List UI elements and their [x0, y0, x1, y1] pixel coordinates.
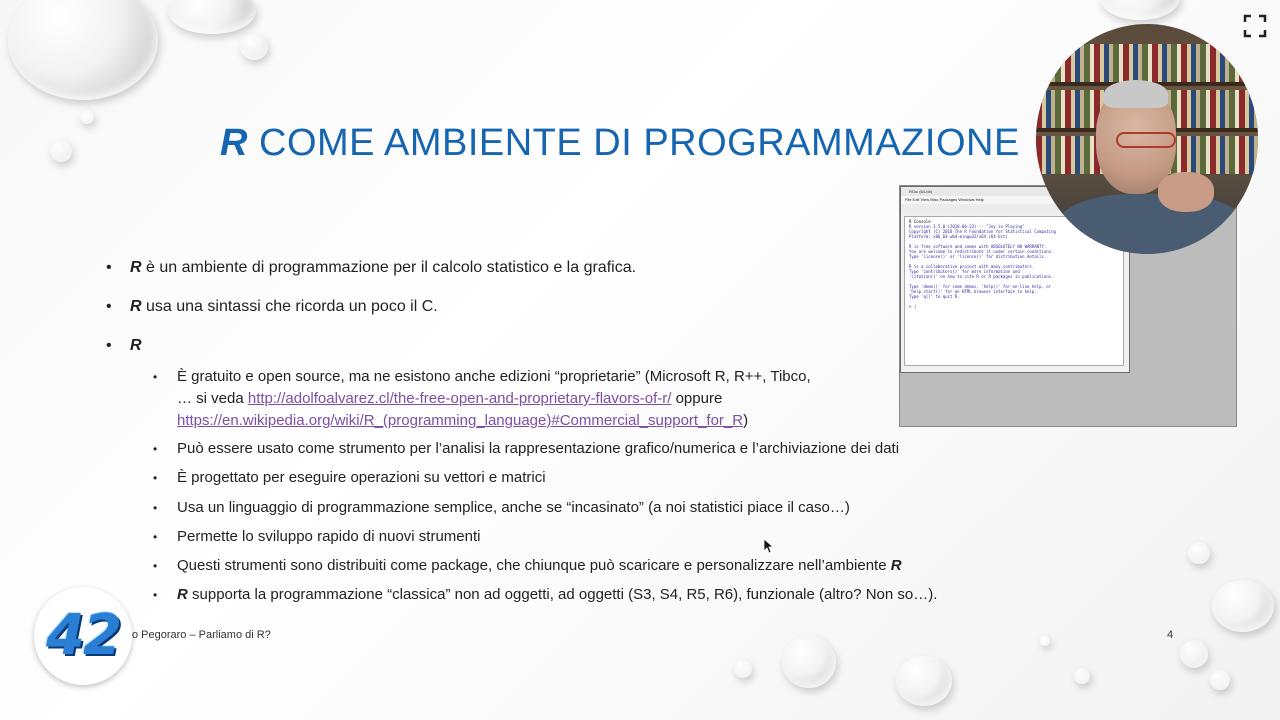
water-drop: [8, 0, 158, 100]
water-drop: [782, 636, 836, 688]
r-console-line: R is free software and comes with ABSOLUTELY NO WARRANTY.: [909, 244, 1047, 249]
bookshelf: [1036, 44, 1258, 82]
bullet-r: R: [177, 586, 188, 603]
water-drop: [1212, 580, 1274, 632]
r-console-line: You are welcome to redistribute it under certain conditions.: [909, 249, 1054, 254]
sub-bullet-dot: •: [153, 559, 158, 573]
bullet-dot: •: [106, 337, 112, 354]
sub-bullet-text: Può essere usato come strumento per l’analisi la rappresentazione grafico/numerica e l’archiviazione dei dati: [177, 440, 900, 457]
presenter-shirt: [1056, 194, 1246, 254]
sub-bullet-text: … si veda: [177, 390, 248, 407]
bullet-2: [106, 296, 438, 318]
sub-bullet-text: Permette lo sviluppo rapido di nuovi strumenti: [177, 528, 481, 545]
water-drop: [1188, 542, 1210, 564]
bullet-1: [106, 257, 637, 279]
r-console-line: R is a collaborative project with many contributors.: [909, 264, 1035, 269]
page-number: 4: [1167, 629, 1174, 641]
bullet-3: [106, 335, 142, 357]
sub-bullet-dot: •: [153, 588, 158, 602]
sub-bullet-text: ): [743, 412, 749, 429]
sub-bullet-text: Questi strumenti sono distribuiti come package, che chiunque può scaricare e personalizzare nell’ambiente: [177, 557, 891, 574]
water-drop: [50, 140, 72, 162]
logo-text: 42: [46, 603, 120, 668]
sub-bullet-3: [153, 467, 546, 489]
title-r: R: [220, 122, 248, 164]
r-console-line: Platform: x86_64-w64-mingw32/x64 (64-bit): [909, 234, 1008, 239]
water-drop: [1180, 640, 1208, 668]
sub-bullet-2: [153, 438, 900, 460]
channel-logo: [34, 587, 132, 685]
sub-bullet-text: È progettato per eseguire operazioni su vettori e matrici: [177, 469, 546, 486]
sub-bullet-text: oppure: [671, 390, 723, 407]
sub-bullet-dot: •: [153, 370, 158, 384]
r-console-line: 'citation()' on how to cite R or R packages in publications.: [909, 274, 1054, 279]
sub-bullet-dot: •: [153, 530, 158, 544]
water-drop: [1040, 636, 1050, 646]
fullscreen-icon[interactable]: [1243, 14, 1267, 38]
water-drop: [734, 660, 752, 678]
r-gui-menu: File Edit View Misc Packages Windows Help: [901, 196, 1129, 204]
slide-footer: o Pegoraro – Parliamo di R?: [132, 629, 271, 641]
sub-bullet-6: [153, 555, 902, 577]
water-drop: [1210, 670, 1230, 690]
water-drop: [80, 110, 94, 124]
sub-bullet-4: [153, 497, 850, 519]
water-drop: [240, 34, 268, 60]
link-wikipedia[interactable]: https://en.wikipedia.org/wiki/R_(programming_language)#Commercial_support_for_R: [177, 412, 744, 429]
presenter-hand: [1158, 172, 1214, 212]
mouse-cursor-icon: [763, 538, 775, 554]
bullet-r: R: [130, 337, 142, 354]
r-console-line: Copyright (C) 2018 The R Foundation for Statistical Computing: [909, 229, 1056, 234]
bullet-dot: •: [106, 259, 112, 276]
sub-bullet-dot: •: [153, 442, 158, 456]
bullet-dot: •: [106, 298, 112, 315]
r-console-title: R Console: [909, 219, 931, 224]
r-console-line: > |: [909, 304, 917, 309]
r-gui-title: RGui (64-bit): [901, 187, 1129, 196]
link-adolfoalvarez[interactable]: http://adolfoalvarez.cl/the-free-open-and-proprietary-flavors-of-r/: [247, 390, 672, 407]
bullet-text: usa una sintassi che ricorda un poco il C.: [141, 298, 438, 315]
r-console-line: Type 'license()' or 'licence()' for distribution details.: [909, 254, 1047, 259]
sub-bullet-dot: •: [153, 471, 158, 485]
slide-title: [220, 122, 1020, 165]
r-console-line: R version 3.5.0 (2018-04-23) -- "Joy in Playing": [909, 224, 1025, 229]
bullet-r: R: [130, 259, 142, 276]
sub-bullet-text: È gratuito e open source, ma ne esistono anche edizioni “proprietarie” (Microsoft R, R++, Tibco,: [177, 368, 811, 385]
water-drop: [896, 656, 952, 706]
presenter-hair: [1104, 80, 1168, 108]
r-console-line: Type 'contributors()' for more information and: [909, 269, 1020, 274]
presenter-glasses: [1116, 132, 1176, 148]
water-drop: [168, 0, 256, 34]
water-drop: [1100, 0, 1180, 20]
sub-bullet-text: Usa un linguaggio di programmazione semplice, anche se “incasinato” (a noi statistici piace il caso…): [177, 499, 850, 516]
r-console-line: Type 'demo()' for some demos, 'help()' for on-line help, or: [909, 284, 1052, 289]
r-console-line: Type 'q()' to quit R.: [909, 294, 960, 299]
title-text: COME AMBIENTE DI PROGRAMMAZIONE: [247, 122, 1020, 164]
bullet-r: R: [130, 298, 142, 315]
bullet-r: R: [890, 557, 902, 574]
r-console-line: 'help.start()' for an HTML browser interface to help.: [909, 289, 1037, 294]
sub-bullet-7: [153, 584, 938, 606]
bullet-text: è un ambiente di programmazione per il calcolo statistico e la grafica.: [141, 259, 637, 276]
sub-bullet-text: supporta la programmazione “classica” non ad oggetti, ad oggetti (S3, S4, R5, R6), funzionale (altro? Non so…).: [187, 586, 938, 603]
webcam-overlay: [1036, 24, 1258, 254]
water-drop: [1074, 668, 1090, 684]
sub-bullet-dot: •: [153, 501, 158, 515]
sub-bullet-1: [153, 366, 897, 432]
sub-bullet-5: [153, 526, 481, 548]
